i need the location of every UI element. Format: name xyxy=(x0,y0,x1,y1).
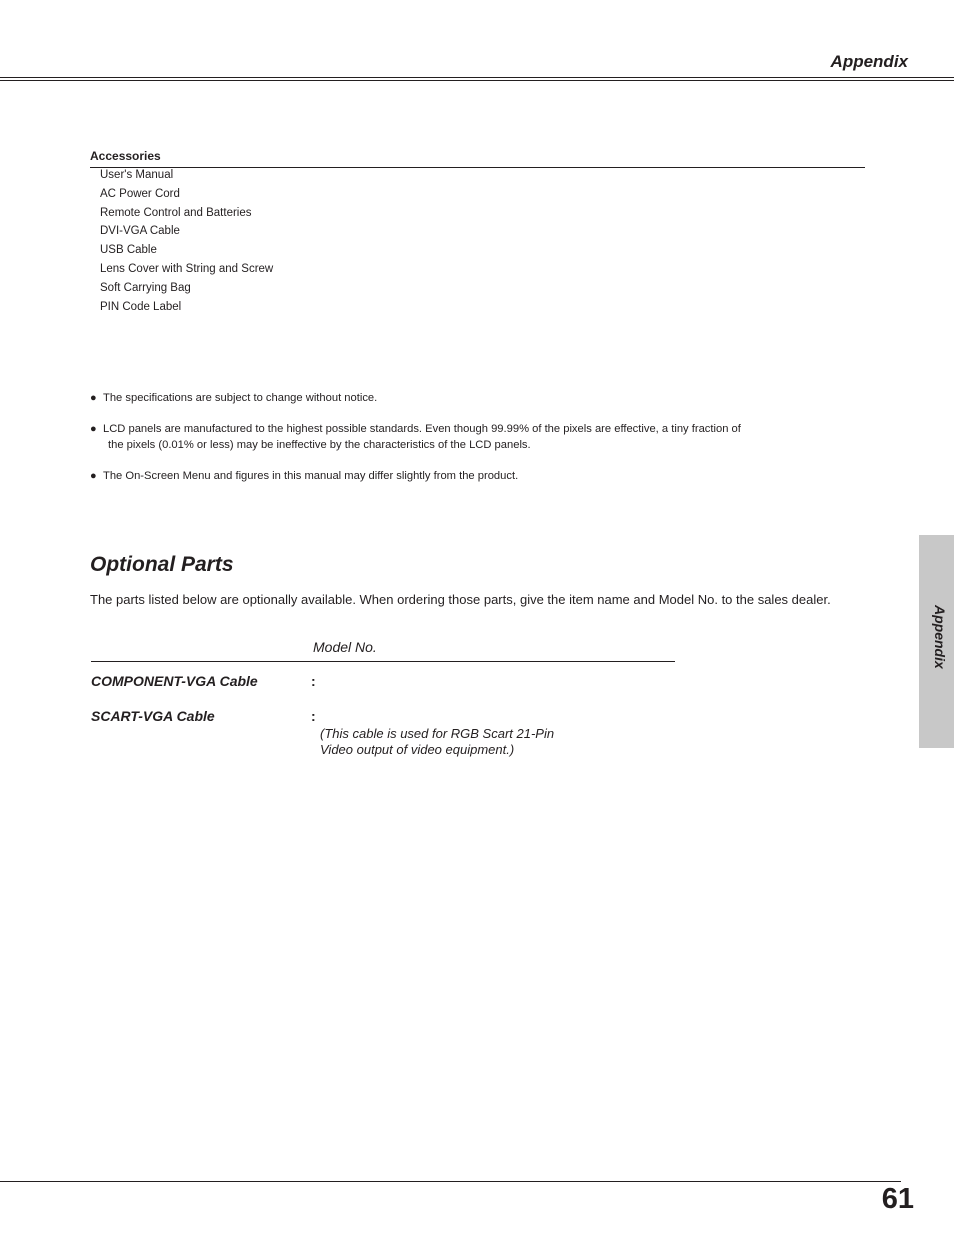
part-name: SCART-VGA Cable xyxy=(91,708,215,724)
list-item: Remote Control and Batteries xyxy=(100,206,252,219)
part-note xyxy=(320,726,620,758)
list-item: Soft Carrying Bag xyxy=(100,281,191,294)
list-item: USB Cable xyxy=(100,244,157,257)
section-header: Appendix xyxy=(830,52,908,71)
bullet-icon: ● xyxy=(90,392,97,404)
list-item: PIN Code Label xyxy=(100,300,182,313)
note-text: LCD panels are manufactured to the highest possible standards. Even though 99.99% of the pixels are effective, a tiny fraction of xyxy=(103,423,741,435)
footer-rule xyxy=(0,1181,901,1182)
part-colon: : xyxy=(311,708,316,724)
note-text: The specifications are subject to change without notice. xyxy=(103,392,378,404)
list-item: Lens Cover with String and Screw xyxy=(100,262,274,275)
list-item: DVI-VGA Cable xyxy=(100,225,180,238)
parts-table-rule xyxy=(91,661,675,662)
side-tab-label: Appendix xyxy=(932,605,948,669)
list-item: User's Manual xyxy=(100,169,174,181)
part-colon: : xyxy=(311,673,316,689)
part-note-line: (This cable is used for RGB Scart 21-Pin xyxy=(320,726,555,741)
part-note-line: Video output of video equipment.) xyxy=(320,742,515,757)
side-tab xyxy=(919,535,954,748)
note-text: the pixels (0.01% or less) may be ineffective by the characteristics of the LCD panels. xyxy=(108,439,531,451)
part-name: COMPONENT-VGA Cable xyxy=(91,673,258,689)
optional-parts-title: Optional Parts xyxy=(90,553,234,576)
note-on-screen-menu xyxy=(90,468,518,484)
note-text: The On-Screen Menu and figures in this manual may differ slightly from the product. xyxy=(103,470,519,482)
note-lcd-panels xyxy=(90,421,850,453)
bullet-icon: ● xyxy=(90,423,97,435)
page-number: 61 xyxy=(881,1183,914,1215)
bullet-icon: ● xyxy=(90,470,97,482)
list-item: AC Power Cord xyxy=(100,187,180,200)
model-number-header: Model No. xyxy=(313,639,377,655)
accessories-list xyxy=(100,168,273,318)
header-rule-top xyxy=(0,77,954,78)
optional-parts-intro: The parts listed below are optionally available. When ordering those parts, give the item name and Model No. to the sales dealer. xyxy=(90,592,831,607)
accessories-title: Accessories xyxy=(90,149,161,163)
header-rule-bottom xyxy=(0,80,954,81)
note-specifications xyxy=(90,390,377,406)
